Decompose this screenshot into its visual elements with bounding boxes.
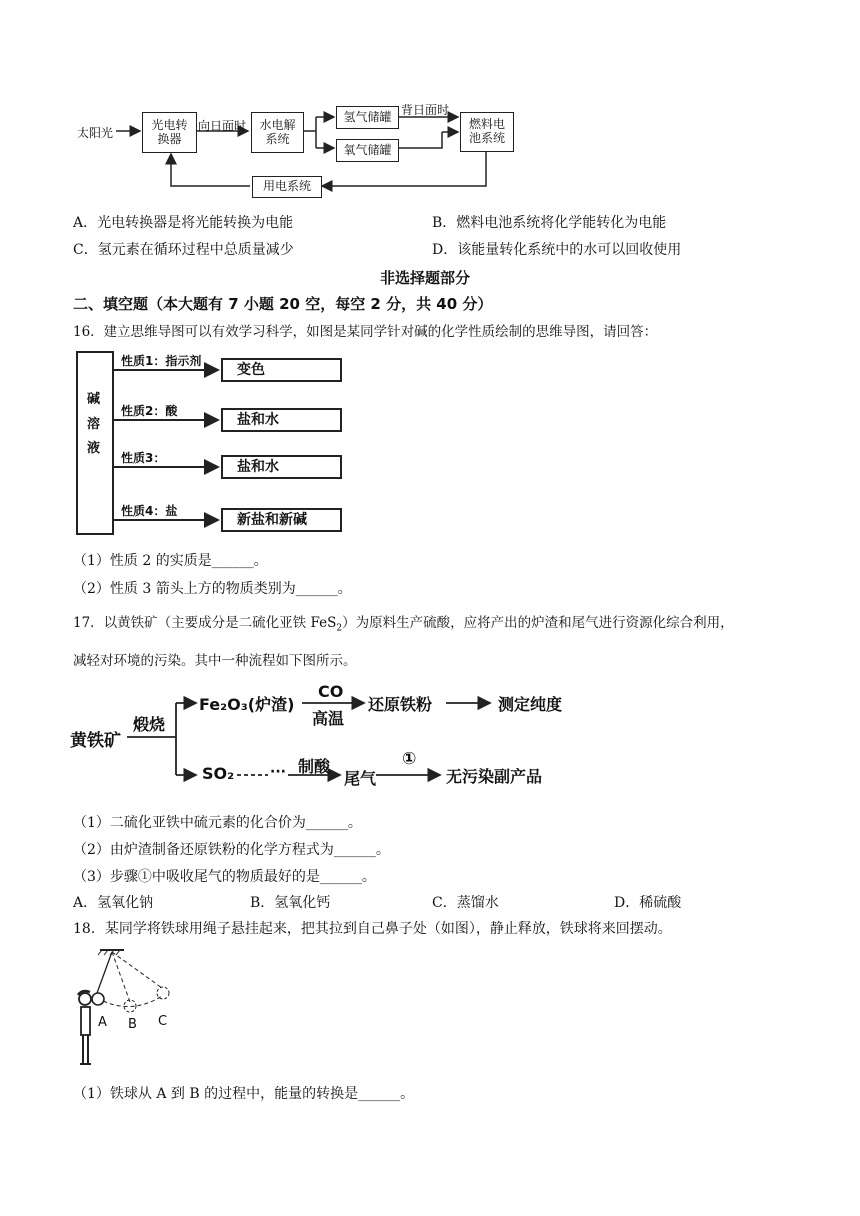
q17-sub3: （3）步骤①中吸收尾气的物质最好的是______。 [73,869,376,885]
option-b: B．燃料电池系统将化学能转化为电能 [432,215,667,231]
night-label: 背日面时 [401,103,450,117]
sunlight-label: 太阳光 [77,126,114,140]
q16-stem: 16．建立思维导图可以有效学习科学，如图是某同学针对碱的化学性质绘制的思维导图，请回答： [73,324,658,340]
mindmap-label-4: 性质4：盐 [121,504,178,518]
point-b-label: B [128,1017,137,1032]
o2-tank-box: 氧气储罐 [336,139,399,162]
flow-tail-gas: 尾气 [344,769,377,788]
q18-stem: 18．某同学将铁球用绳子悬挂起来，把其拉到自己鼻子处（如图），静止释放，铁球将来回摆动。 [73,921,672,937]
point-c-label: C [158,1014,168,1029]
q16-sub2: （2）性质 3 箭头上方的物质类别为______。 [73,581,352,597]
fuel-cell-box: 燃料电 池系统 [460,112,514,152]
mindmap-root: 碱 溶 液 [87,392,101,457]
flow-purity: 测定纯度 [498,695,563,714]
flow-high-temp: 高温 [312,709,345,728]
mindmap-label-1: 性质1：指示剂 [121,354,202,368]
q17-sub1: （1）二硫化亚铁中硫元素的化合价为______。 [73,815,362,831]
mindmap-result-2: 盐和水 [221,408,342,432]
point-a-label: A [98,1015,107,1030]
mindmap-result-1: 变色 [221,358,342,382]
q17-option-d: D．稀硫酸 [614,895,682,911]
flow-dots: ··· [270,764,286,780]
q17-stem-part1: 17．以黄铁矿（主要成分是二硫化亚铁 FeS [73,615,337,631]
flow-step1: ① [402,749,417,769]
q17-stem-part2: ）为原料生产硫酸，应将产出的炉渣和尾气进行资源化综合利用， [342,615,734,631]
flow-ore: 黄铁矿 [70,731,121,751]
section-title: 非选择题部分 [380,269,471,287]
mindmap-result-4: 新盐和新碱 [221,508,342,532]
flow-so2: SO₂ [202,764,235,783]
q17-stem-line2: 减轻对环境的污染。其中一种流程如下图所示。 [73,653,357,669]
flow-byproduct: 无污染副产品 [446,767,543,786]
q17-option-c: C．蒸馏水 [432,895,499,911]
flow-iron-powder: 还原铁粉 [368,695,433,714]
q18-sub1: （1）铁球从 A 到 B 的过程中，能量的转换是______。 [73,1086,415,1102]
q17-option-b: B．氢氧化钙 [250,895,331,911]
flow-fe2o3: Fe₂O₃(炉渣) [199,695,295,714]
converter-box: 光电转 换器 [142,112,197,153]
q17-option-a: A．氢氧化钠 [73,895,154,911]
q17-sub2: （2）由炉渣制备还原铁粉的化学方程式为______。 [73,842,390,858]
flow-acid: 制酸 [298,757,331,776]
option-a: A．光电转换器是将光能转换为电能 [73,215,294,231]
mindmap-label-3: 性质3： [121,451,166,465]
option-c: C．氢元素在循环过程中总质量减少 [73,242,294,258]
q16-sub1: （1）性质 2 的实质是______。 [73,553,268,569]
power-system-box: 用电系统 [252,176,322,198]
option-d: D．该能量转化系统中的水可以回收使用 [432,242,682,258]
q17-stem-subscript: 2 [336,623,343,634]
electrolysis-box: 水电解 系统 [251,112,304,153]
mindmap-result-3: 盐和水 [221,455,342,479]
part2-heading: 二、填空题（本大题有 7 小题 20 空，每空 2 分，共 40 分） [73,295,493,313]
flow-co: CO [318,682,344,701]
h2-tank-box: 氢气储罐 [336,106,399,129]
mindmap-label-2: 性质2：酸 [121,404,178,418]
day-label: 向日面时 [198,119,247,133]
flow-calcine: 煅烧 [133,715,166,734]
